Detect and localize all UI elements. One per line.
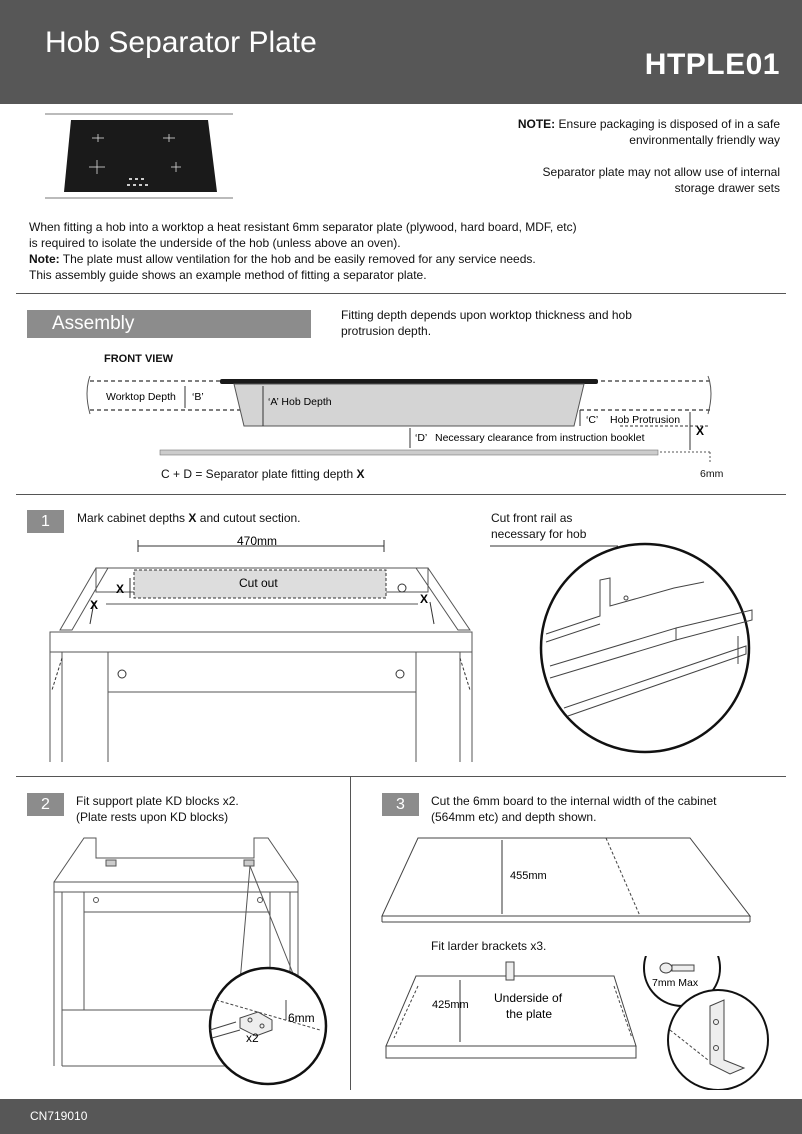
footer-code: CN719010 [30, 1109, 88, 1123]
b-label: ‘B’ [192, 391, 204, 403]
step-2-text [76, 793, 239, 825]
six-mm-label: 6mm [700, 468, 724, 480]
header-bar [0, 0, 802, 104]
front-view-label: FRONT VIEW [104, 353, 174, 365]
divider [16, 776, 786, 777]
divider [16, 293, 786, 294]
d-label: ‘D’ [415, 432, 428, 444]
x-label-1: X [116, 582, 125, 596]
document-title: Hob Separator Plate [45, 26, 317, 59]
dim-470: 470mm [237, 534, 278, 548]
step-1-text-b: and cutout section. [199, 511, 301, 525]
callout-line-1: Cut front rail as [491, 511, 573, 525]
drawer-note-1: Separator plate may not allow use of internal [542, 165, 780, 179]
hob-protrusion-label: Hob Protrusion [610, 414, 681, 426]
intro-line-1: When fitting a hob into a worktop a heat resistant 6mm separator plate (plywood, hard board, MDF, etc) [29, 220, 577, 234]
assembly-desc-2: protrusion depth. [341, 324, 432, 338]
step-2-cabinet-diagram [50, 834, 344, 1086]
underside-label-2: the plate [506, 1007, 553, 1021]
assembly-desc-1: Fitting depth depends upon worktop thickness and hob [341, 308, 632, 322]
callout-line-2: necessary for hob [491, 527, 587, 541]
clearance-label: Necessary clearance from instruction booklet [435, 432, 645, 444]
step-2-line-1: Fit support plate KD blocks x2. [76, 794, 239, 808]
step-2-badge: 2 [27, 793, 64, 816]
x-label: X [696, 424, 705, 438]
dim-455: 455mm [510, 870, 547, 882]
underside-label-1: Underside of [494, 991, 563, 1005]
step-1-text-a: Mark cabinet depths [77, 511, 186, 525]
assembly-description [341, 307, 701, 339]
cut-rail-callout [491, 510, 586, 542]
a-hob-depth-label: ‘A’ Hob Depth [268, 396, 332, 408]
note-text: Ensure packaging is disposed of in a safe [558, 117, 780, 131]
note-text-2: environmentally friendly way [629, 133, 780, 147]
step-3-badge: 3 [382, 793, 419, 816]
divider [16, 494, 786, 495]
step-3-line-2: (564mm etc) and depth shown. [431, 810, 597, 824]
step-1-x: X [188, 511, 197, 525]
c-label: ‘C’ [586, 414, 599, 426]
larder-brackets-label: Fit larder brackets x3. [431, 939, 547, 953]
note-packaging [450, 116, 780, 148]
rail-detail-circle [490, 540, 790, 762]
product-code: HTPLE01 [644, 48, 780, 81]
x-label-2: X [90, 598, 99, 612]
note-drawers [450, 164, 780, 196]
intro-text [29, 219, 749, 283]
step-3-line-1: Cut the 6mm board to the internal width of the cabinet [431, 794, 717, 808]
drawer-note-2: storage drawer sets [674, 181, 780, 195]
screw-label: 7mm Max [652, 977, 699, 989]
x-label-3: X [420, 592, 429, 606]
step-1-text [77, 510, 301, 526]
step-3-plate-underside [380, 956, 790, 1090]
assembly-heading: Assembly [52, 313, 135, 334]
formula [161, 466, 364, 482]
footer-bar [0, 1099, 802, 1134]
intro-line-3: The plate must allow ventilation for the hob and be easily removed for any service needs. [62, 252, 536, 266]
step-1-cabinet-diagram [48, 530, 478, 762]
assembly-banner [27, 310, 311, 338]
worktop-depth-label: Worktop Depth [106, 391, 176, 403]
x2-label: x2 [246, 1031, 259, 1045]
formula-text: C + D = Separator plate fitting depth [161, 467, 354, 481]
hob-illustration [45, 112, 233, 200]
step-3-board-diagram [378, 834, 758, 924]
intro-line-2: is required to isolate the underside of the hob (unless above an oven). [29, 236, 401, 250]
cut-out-label: Cut out [239, 576, 278, 590]
step-3-text [431, 793, 717, 825]
dim-425: 425mm [432, 999, 469, 1011]
formula-x: X [356, 467, 365, 481]
intro-line-4: This assembly guide shows an example method of fitting a separator plate. [29, 268, 427, 282]
six-mm-label-2: 6mm [288, 1011, 315, 1025]
intro-note-label: Note: [29, 252, 60, 266]
vertical-divider [350, 776, 351, 1090]
step-2-line-2: (Plate rests upon KD blocks) [76, 810, 229, 824]
step-1-badge: 1 [27, 510, 64, 533]
note-label: NOTE: [517, 117, 556, 131]
